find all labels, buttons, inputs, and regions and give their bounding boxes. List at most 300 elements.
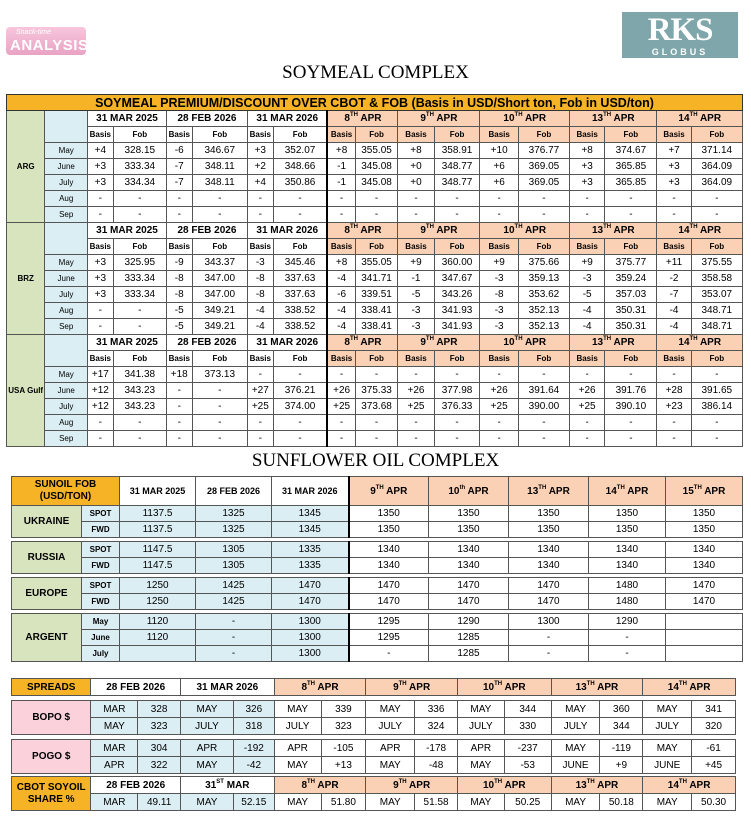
value-cell: +8 (570, 143, 605, 159)
value-cell: 355.05 (355, 143, 398, 159)
value-cell: 1340 (666, 558, 743, 574)
value-cell: +25 (248, 399, 274, 415)
value-cell: - (113, 303, 166, 319)
table-row (12, 718, 736, 735)
basis-label: Basis (327, 239, 355, 255)
value-cell: 344 (504, 701, 551, 718)
value-cell: 1305 (196, 558, 272, 574)
apr-date: 14TH APR (643, 777, 736, 794)
value-cell: 343.23 (113, 383, 166, 399)
basis-fob-subheader (7, 239, 743, 255)
apr-date: 13TH APR (570, 111, 657, 127)
value-cell: -4 (327, 303, 355, 319)
value-cell: - (657, 415, 691, 431)
value-cell: 348.77 (434, 175, 480, 191)
value-cell: -1 (327, 175, 355, 191)
value-cell: MAY (366, 757, 415, 774)
value-cell: 338.52 (273, 319, 327, 335)
fob-label: Fob (691, 351, 742, 367)
spread-label: POGO $ (12, 740, 91, 774)
hist-date: 31 MAR 2025 (88, 223, 167, 239)
value-cell: 1350 (666, 506, 743, 522)
value-cell: 1300 (272, 630, 349, 646)
month-label: June (45, 271, 88, 287)
value-cell: 1250 (120, 578, 196, 594)
share-date: 28 FEB 2026 (91, 777, 181, 794)
month-label: Aug (45, 191, 88, 207)
hist-date: 31 MAR 2026 (248, 111, 328, 127)
value-cell: MAY (91, 718, 138, 735)
value-cell: -7 (166, 175, 192, 191)
value-cell: 1350 (589, 506, 666, 522)
value-cell: 390.10 (605, 399, 657, 415)
value-cell: - (166, 207, 192, 223)
value-cell: +3 (88, 271, 114, 287)
value-cell: MAR (91, 794, 138, 811)
value-cell: APR (181, 740, 234, 757)
value-cell: 350.86 (273, 175, 327, 191)
value-cell: MAR (91, 701, 138, 718)
basis-label: Basis (166, 127, 192, 143)
value-cell: 341.93 (434, 303, 480, 319)
value-cell: 1120 (120, 630, 196, 646)
value-cell: - (355, 191, 398, 207)
spreads-caption: SPREADS (12, 679, 91, 696)
value-cell: - (88, 431, 114, 447)
fob-label: Fob (273, 239, 327, 255)
value-cell: JUNE (551, 757, 600, 774)
value-cell: MAY (643, 701, 692, 718)
value-cell: - (605, 207, 657, 223)
value-cell: +3 (657, 159, 691, 175)
value-cell: 357.03 (605, 287, 657, 303)
value-cell: - (355, 207, 398, 223)
value-cell: - (273, 431, 327, 447)
value-cell: +13 (321, 757, 366, 774)
apr-date: 8TH APR (274, 679, 366, 696)
value-cell: MAY (366, 794, 415, 811)
value-cell: MAY (551, 701, 600, 718)
value-cell: 1335 (272, 542, 349, 558)
apr-date: 10TH APR (480, 223, 570, 239)
fob-label: Fob (518, 239, 569, 255)
value-cell: 353.07 (691, 287, 742, 303)
value-cell: -1 (327, 159, 355, 175)
table-row (12, 594, 743, 610)
sunoil-header-row (12, 477, 743, 506)
basis-label: Basis (570, 127, 605, 143)
value-cell: - (434, 191, 480, 207)
apr-date: 9TH APR (366, 777, 458, 794)
value-cell: -4 (327, 319, 355, 335)
fob-label: Fob (434, 239, 480, 255)
value-cell: - (248, 191, 274, 207)
fob-label: Fob (518, 127, 569, 143)
basis-label: Basis (327, 351, 355, 367)
value-cell: - (691, 431, 742, 447)
value-cell: MAY (181, 794, 234, 811)
month-header-blank (45, 223, 88, 255)
apr-date: 13TH APR (570, 223, 657, 239)
value-cell: 347.00 (192, 271, 247, 287)
value-cell: 1350 (509, 506, 589, 522)
value-cell: 343.37 (192, 255, 247, 271)
value-cell: 52.15 (233, 794, 274, 811)
value-cell: 1147.5 (120, 558, 196, 574)
value-cell: +6 (480, 159, 518, 175)
value-cell: - (88, 207, 114, 223)
apr-date: 14TH APR (589, 477, 666, 506)
value-cell: 51.58 (415, 794, 458, 811)
value-cell: 376.77 (518, 143, 569, 159)
value-cell: 365.85 (605, 175, 657, 191)
value-cell: 345.08 (355, 159, 398, 175)
basis-label: Basis (88, 351, 114, 367)
basis-label: Basis (88, 239, 114, 255)
row-type: SPOT (82, 506, 120, 522)
value-cell: 375.33 (355, 383, 398, 399)
sunoil-caption: SUNOIL FOB (USD/TON) (12, 477, 120, 506)
value-cell: 374.00 (273, 399, 327, 415)
value-cell: +4 (248, 175, 274, 191)
value-cell: +26 (398, 383, 434, 399)
value-cell: -2 (657, 271, 691, 287)
value-cell: 349.21 (192, 319, 247, 335)
value-cell: 359.24 (605, 271, 657, 287)
value-cell: +0 (398, 159, 434, 175)
month-label: Sep (45, 431, 88, 447)
apr-date: 9TH APR (366, 679, 458, 696)
value-cell: 348.66 (273, 159, 327, 175)
value-cell: - (691, 207, 742, 223)
apr-date: 10TH APR (457, 679, 551, 696)
table-row (7, 383, 743, 399)
fob-label: Fob (434, 351, 480, 367)
month-header-blank (45, 111, 88, 143)
value-cell: 364.09 (691, 175, 742, 191)
value-cell: - (113, 415, 166, 431)
country-label: ARGENT (12, 614, 82, 662)
value-cell: JULY (366, 718, 415, 735)
value-cell: +3 (570, 175, 605, 191)
apr-date: 8TH APR (327, 223, 397, 239)
value-cell: - (327, 207, 355, 223)
value-cell: - (398, 207, 434, 223)
value-cell: 386.14 (691, 399, 742, 415)
value-cell: +18 (166, 367, 192, 383)
value-cell: -5 (398, 287, 434, 303)
hist-date: 28 FEB 2026 (196, 477, 272, 506)
value-cell: -3 (398, 319, 434, 335)
hist-date: 31 MAR 2026 (248, 223, 328, 239)
value-cell: - (434, 431, 480, 447)
value-cell: +25 (398, 399, 434, 415)
value-cell: 1470 (272, 578, 349, 594)
sunflower-section-title: SUNFLOWER OIL COMPLEX (251, 450, 500, 471)
value-cell: 341.38 (113, 367, 166, 383)
value-cell: 364.09 (691, 159, 742, 175)
value-cell: 1137.5 (120, 506, 196, 522)
value-cell: -4 (248, 303, 274, 319)
value-cell: - (605, 431, 657, 447)
basis-fob-subheader (7, 351, 743, 367)
value-cell: -8 (166, 271, 192, 287)
value-cell: 1340 (429, 542, 509, 558)
value-cell: 391.65 (691, 383, 742, 399)
value-cell: 339.51 (355, 287, 398, 303)
value-cell: - (480, 431, 518, 447)
fob-label: Fob (192, 351, 247, 367)
value-cell: - (657, 191, 691, 207)
apr-date: 9TH APR (398, 223, 480, 239)
value-cell: 348.71 (691, 319, 742, 335)
row-type: FWD (82, 594, 120, 610)
fob-label: Fob (192, 127, 247, 143)
value-cell: -7 (657, 287, 691, 303)
value-cell: 1300 (272, 614, 349, 630)
country-label: EUROPE (12, 578, 82, 610)
value-cell: - (570, 415, 605, 431)
value-cell: 1340 (349, 542, 429, 558)
value-cell: +9 (600, 757, 643, 774)
value-cell: +4 (88, 143, 114, 159)
value-cell: -3 (480, 303, 518, 319)
share-date: 31ST MAR (181, 777, 275, 794)
value-cell: -119 (600, 740, 643, 757)
fob-label: Fob (113, 127, 166, 143)
basis-fob-subheader (7, 127, 743, 143)
value-cell: +3 (88, 175, 114, 191)
value-cell: 1305 (196, 542, 272, 558)
value-cell: 1350 (349, 522, 429, 538)
table-row (7, 175, 743, 191)
value-cell: 328.15 (113, 143, 166, 159)
month-label: May (45, 367, 88, 383)
value-cell: 1345 (272, 506, 349, 522)
value-cell: 358.91 (434, 143, 480, 159)
value-cell: 1350 (666, 522, 743, 538)
value-cell: 1285 (429, 630, 509, 646)
apr-date: 14TH APR (643, 679, 736, 696)
fob-label: Fob (691, 239, 742, 255)
value-cell: 371.14 (691, 143, 742, 159)
value-cell: 333.34 (113, 287, 166, 303)
value-cell: - (605, 415, 657, 431)
value-cell: - (509, 646, 589, 662)
month-header-blank (45, 335, 88, 367)
value-cell: 346.67 (192, 143, 247, 159)
value-cell: -53 (504, 757, 551, 774)
basis-label: Basis (657, 351, 691, 367)
value-cell: 360.00 (434, 255, 480, 271)
value-cell: 1295 (349, 614, 429, 630)
value-cell: - (589, 630, 666, 646)
value-cell: -5 (166, 303, 192, 319)
table-row (7, 415, 743, 431)
fob-label: Fob (113, 351, 166, 367)
share-caption: CBOT SOYOIL SHARE % (12, 777, 91, 811)
value-cell: 1340 (589, 542, 666, 558)
value-cell: 1290 (429, 614, 509, 630)
apr-date: 13TH APR (570, 335, 657, 351)
basis-label: Basis (88, 127, 114, 143)
value-cell: +8 (327, 255, 355, 271)
value-cell: +9 (480, 255, 518, 271)
value-cell: 338.41 (355, 303, 398, 319)
value-cell (120, 646, 196, 662)
value-cell: 343.23 (113, 399, 166, 415)
table-row (12, 794, 736, 811)
value-cell: -9 (166, 255, 192, 271)
value-cell: - (273, 415, 327, 431)
logo-right-big: RKS (647, 12, 713, 48)
value-cell: -5 (570, 287, 605, 303)
value-cell: - (273, 191, 327, 207)
fob-label: Fob (192, 239, 247, 255)
row-type: June (82, 630, 120, 646)
value-cell: - (657, 207, 691, 223)
apr-date: 10TH APR (480, 111, 570, 127)
value-cell: 328 (138, 701, 181, 718)
value-cell: 1425 (196, 594, 272, 610)
value-cell: - (509, 630, 589, 646)
table-row (12, 740, 736, 757)
value-cell: - (605, 367, 657, 383)
value-cell: JULY (274, 718, 321, 735)
value-cell: 369.05 (518, 175, 569, 191)
value-cell: 1350 (429, 522, 509, 538)
apr-date: 10TH APR (457, 777, 551, 794)
value-cell: - (480, 191, 518, 207)
apr-date: 8TH APR (274, 777, 366, 794)
value-cell: - (605, 191, 657, 207)
value-cell: -7 (166, 159, 192, 175)
value-cell: - (398, 367, 434, 383)
value-cell: - (88, 319, 114, 335)
value-cell: - (192, 383, 247, 399)
basis-label: Basis (657, 239, 691, 255)
value-cell: - (113, 207, 166, 223)
value-cell: 334.34 (113, 175, 166, 191)
value-cell: - (192, 431, 247, 447)
value-cell: 1350 (429, 506, 509, 522)
value-cell: 1250 (120, 594, 196, 610)
hist-date: 31 MAR 2026 (248, 335, 328, 351)
value-cell: - (327, 431, 355, 447)
value-cell: 1295 (349, 630, 429, 646)
value-cell: 348.11 (192, 175, 247, 191)
value-cell: MAY (643, 794, 692, 811)
origin-label: BRZ (7, 223, 45, 335)
value-cell: - (166, 431, 192, 447)
value-cell: +3 (88, 287, 114, 303)
value-cell: 339 (321, 701, 366, 718)
value-cell: -1 (398, 271, 434, 287)
value-cell: 51.80 (321, 794, 366, 811)
apr-date: 8TH APR (327, 335, 397, 351)
value-cell: 1300 (509, 614, 589, 630)
value-cell: - (355, 431, 398, 447)
value-cell: 50.30 (692, 794, 736, 811)
value-cell: 1340 (509, 558, 589, 574)
row-type: FWD (82, 558, 120, 574)
table-row (12, 558, 743, 574)
apr-date: 9TH APR (398, 335, 480, 351)
basis-label: Basis (480, 127, 518, 143)
value-cell: +26 (327, 383, 355, 399)
table-row (7, 271, 743, 287)
row-type: May (82, 614, 120, 630)
value-cell: - (355, 367, 398, 383)
value-cell: -6 (166, 143, 192, 159)
table-row (12, 757, 736, 774)
value-cell: +27 (248, 383, 274, 399)
basis-label: Basis (327, 127, 355, 143)
value-cell: -8 (480, 287, 518, 303)
value-cell: - (192, 399, 247, 415)
rks-globus-logo (622, 12, 738, 58)
origin-header-row (7, 335, 743, 351)
value-cell: 350.31 (605, 319, 657, 335)
table-row (12, 701, 736, 718)
month-label: June (45, 159, 88, 175)
value-cell: MAY (181, 701, 234, 718)
value-cell: - (192, 415, 247, 431)
apr-date: 10th APR (429, 477, 509, 506)
table-row (7, 399, 743, 415)
table-row (12, 522, 743, 538)
value-cell: 323 (321, 718, 366, 735)
value-cell: 1137.5 (120, 522, 196, 538)
value-cell: 1340 (509, 542, 589, 558)
value-cell: - (327, 367, 355, 383)
value-cell: 349.21 (192, 303, 247, 319)
value-cell: - (480, 415, 518, 431)
month-label: Sep (45, 319, 88, 335)
value-cell: - (166, 399, 192, 415)
value-cell: - (657, 367, 691, 383)
value-cell: +0 (398, 175, 434, 191)
value-cell: 337.63 (273, 287, 327, 303)
value-cell: MAY (274, 757, 321, 774)
value-cell: - (88, 303, 114, 319)
value-cell: 373.13 (192, 367, 247, 383)
value-cell: 345.46 (273, 255, 327, 271)
apr-date: 9TH APR (349, 477, 429, 506)
value-cell: 333.34 (113, 159, 166, 175)
value-cell: 1325 (196, 506, 272, 522)
value-cell: JULY (457, 718, 504, 735)
value-cell: 1285 (429, 646, 509, 662)
value-cell: 1425 (196, 578, 272, 594)
value-cell: 1340 (589, 558, 666, 574)
value-cell: +12 (88, 399, 114, 415)
value-cell: -61 (692, 740, 736, 757)
value-cell: - (398, 415, 434, 431)
value-cell: - (88, 415, 114, 431)
value-cell: 348.11 (192, 159, 247, 175)
basis-label: Basis (570, 239, 605, 255)
value-cell: 1350 (349, 506, 429, 522)
table-row (12, 614, 743, 630)
value-cell: 1120 (120, 614, 196, 630)
fob-label: Fob (113, 239, 166, 255)
value-cell: +12 (88, 383, 114, 399)
value-cell: JULY (181, 718, 234, 735)
origin-label: ARG (7, 111, 45, 223)
table-row (12, 542, 743, 558)
value-cell: - (273, 367, 327, 383)
